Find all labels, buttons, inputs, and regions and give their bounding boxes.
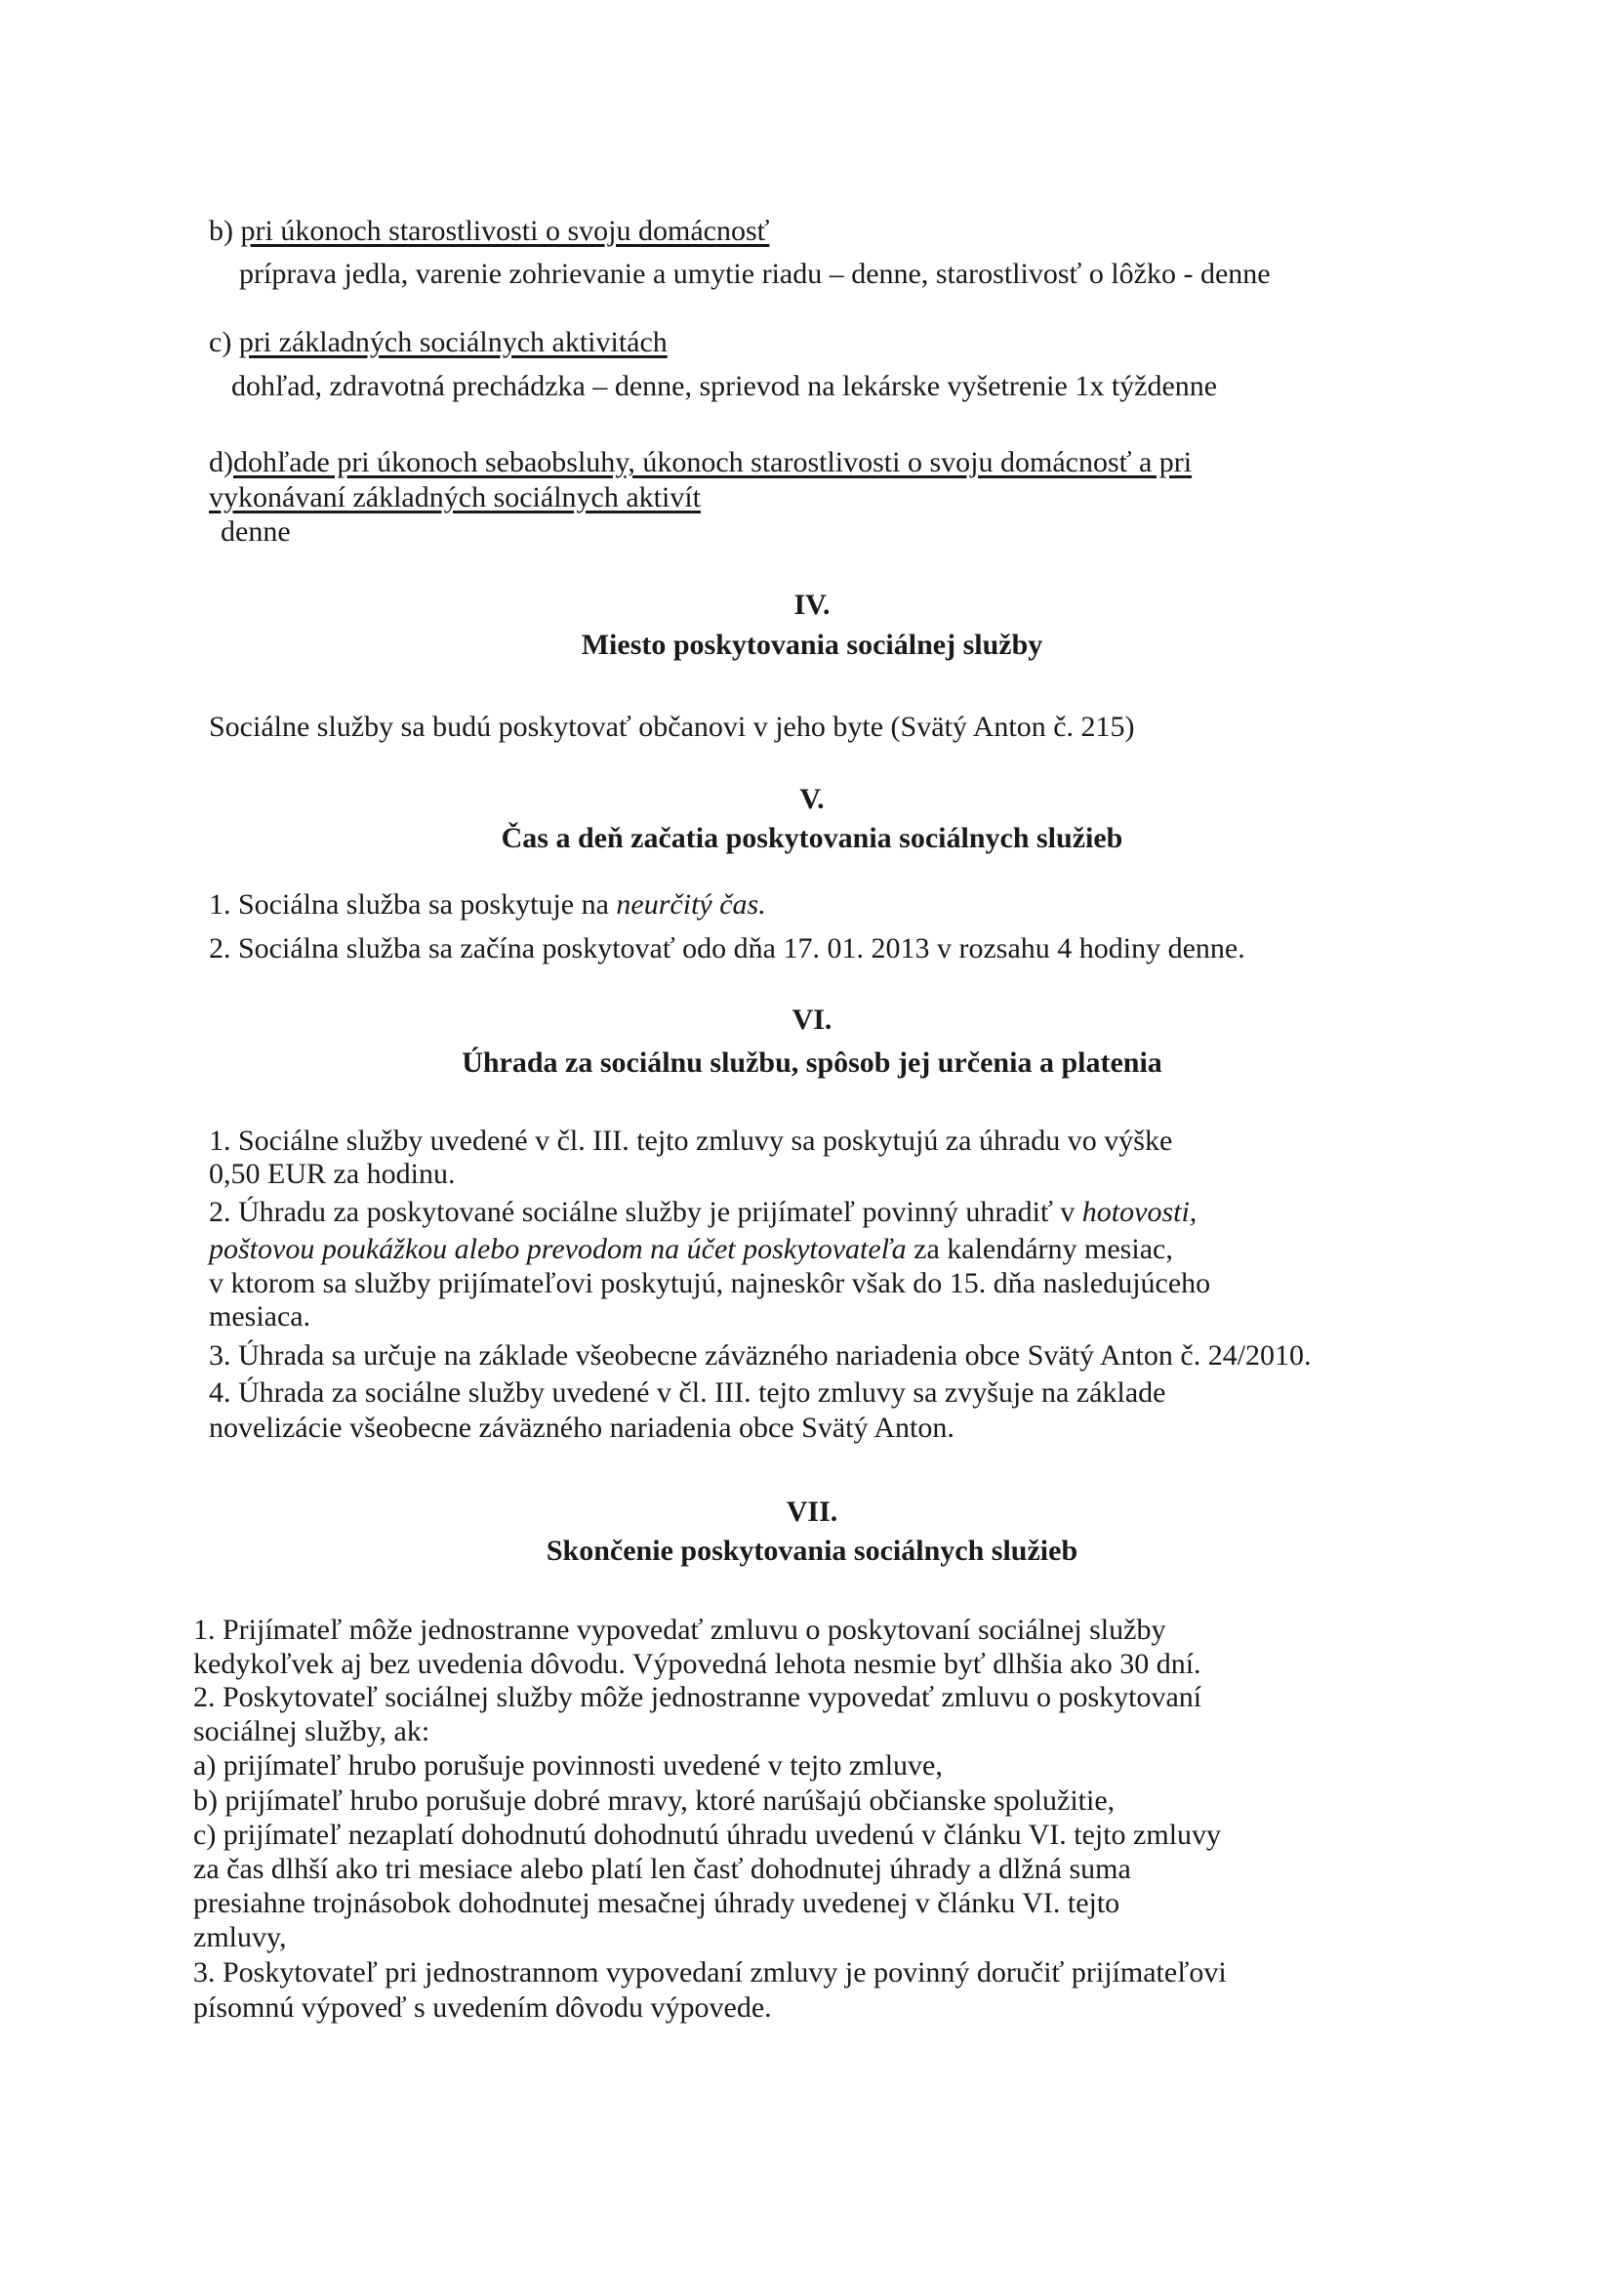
section-vi-point-3: 3. Úhrada sa určuje na základe všeobecne záväzného nariadenia obce Svätý Anton č. 24/2010. [209,1339,1312,1372]
section-vii-point-3-line2: písomnú výpoveď s uvedením dôvodu výpovede. [193,1991,772,2024]
section-vi-point-2-line4: mesiaca. [209,1300,311,1332]
section-vi-point-4-line1: 4. Úhrada za sociálne služby uvedené v čl. III. tejto zmluvy sa zvyšuje na základe [209,1376,1166,1409]
section-vi-number: VI. [792,1004,832,1036]
section-vii-item-c-line4: zmluvy, [193,1921,287,1953]
item-d-heading-line2: vykonávaní základných sociálnych aktivít [209,481,702,513]
item-c-heading: c) pri základných sociálnych aktivitách [209,326,668,358]
section-vii-item-c-line2: za čas dlhší ako tri mesiace alebo platí len časť dohodnutej úhrady a dlžná suma [193,1853,1131,1885]
section-vi-point-4-line2: novelizácie všeobecne záväzného nariadenia obce Svätý Anton. [209,1412,954,1444]
section-vi-point-1-line2: 0,50 EUR za hodinu. [209,1158,456,1190]
section-v-point-2: 2. Sociálna služba sa začína poskytovať odo dňa 17. 01. 2013 v rozsahu 4 hodiny denne. [209,932,1245,964]
section-v-point-1: 1. Sociálna služba sa poskytuje na neurčitý čas. [209,888,766,921]
item-d-heading: d)dohľade pri úkonoch sebaobsluhy, úkonoch starostlivosti o svoju domácnosť a pri [209,446,1193,478]
section-vi-point-1-line1: 1. Sociálne služby uvedené v čl. III. tejto zmluvy sa poskytujú za úhradu vo výške [209,1125,1173,1157]
item-b-heading: b) pri úkonoch starostlivosti o svoju domácnosť [209,215,770,247]
section-vii-number: VII. [786,1496,838,1528]
section-vii-title: Skončenie poskytovania sociálnych služieb [546,1535,1078,1567]
item-c-text: dohľad, zdravotná prechádzka – denne, sprievod na lekárske vyšetrenie 1x týždenne [231,370,1218,402]
section-v-title: Čas a deň začatia poskytovania sociálnych služieb [501,822,1123,854]
item-b-text: príprava jedla, varenie zohrievanie a umytie riadu – denne, starostlivosť o lôžko - denne [239,258,1271,290]
section-vii-point-1-line2: kedykoľvek aj bez uvedenia dôvodu. Výpovedná lehota nesmie byť dlhšia ako 30 dní. [193,1648,1201,1680]
section-iv-title: Miesto poskytovania sociálnej služby [581,629,1043,661]
section-vii-item-c-line1: c) prijímateľ nezaplatí dohodnutú dohodnutú úhradu uvedenú v článku VI. tejto zmluvy [193,1819,1222,1851]
section-vi-point-2-line3: v ktorom sa služby prijímateľovi poskytujú, najneskôr však do 15. dňa nasledujúceho [209,1267,1211,1299]
section-vii-item-b: b) prijímateľ hrubo porušuje dobré mravy, ktoré narúšajú občianske spolužitie, [193,1784,1116,1817]
section-vii-item-a: a) prijímateľ hrubo porušuje povinnosti uvedené v tejto zmluve, [193,1749,943,1782]
section-vii-point-2-line1: 2. Poskytovateľ sociálnej služby môže jednostranne vypovedať zmluvu o poskytovaní [193,1681,1202,1713]
section-iv-text: Sociálne služby sa budú poskytovať občanovi v jeho byte (Svätý Anton č. 215) [209,711,1135,743]
section-vii-point-1-line1: 1. Prijímateľ môže jednostranne vypovedať zmluvu o poskytovaní sociálnej služby [193,1614,1166,1646]
section-vii-item-c-line3: presiahne trojnásobok dohodnutej mesačnej úhrady uvedenej v článku VI. tejto [193,1887,1120,1919]
section-iv-number: IV. [793,589,831,621]
item-d-text: denne [221,515,291,548]
section-vii-point-2-line2: sociálnej služby, ak: [193,1715,430,1747]
section-vii-point-3-line1: 3. Poskytovateľ pri jednostrannom vypovedaní zmluvy je povinný doručiť prijímateľovi [193,1956,1227,1988]
section-v-number: V. [799,783,825,815]
section-vi-title: Úhrada za sociálnu službu, spôsob jej určenia a platenia [462,1046,1162,1079]
section-vi-point-2-line2: poštovou poukážkou alebo prevodom na účet poskytovateľa za kalendárny mesiac, [209,1233,1173,1265]
section-vi-point-2-line1: 2. Úhradu za poskytované sociálne služby je prijímateľ povinný uhradiť v hotovosti, [209,1196,1198,1228]
